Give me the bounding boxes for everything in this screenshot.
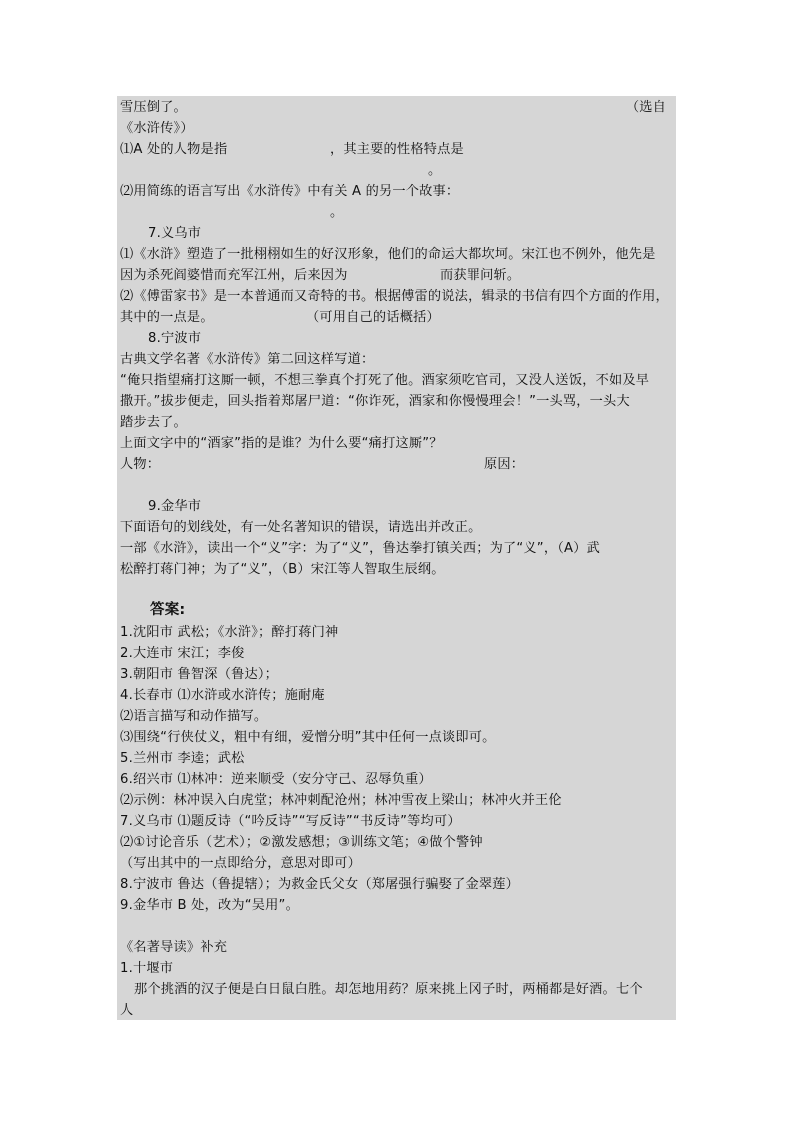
text-line: （可用自己的话概括）: [306, 310, 440, 325]
answer-line: ⑶围绕“行侠仗义，粗中有细，爱憎分明”其中任何一点谈即可。: [120, 730, 496, 745]
answers-heading: 答案:: [150, 602, 186, 618]
text-line: ⑴《水浒》塑造了一批栩栩如生的好汉形象，他们的命运大都坎坷。宋江也不例外，他先是: [120, 247, 656, 262]
answer-line: 8.宁波市 鲁达（鲁提辖）；为救金氏父女（郑屠强行骗娶了金翠莲）: [120, 877, 520, 892]
answer-line: 5.兰州市 李逵；武松: [120, 751, 245, 766]
answer-line: 7.义乌市 ⑴题反诗（“吟反诗”“写反诗”“书反诗”等均可）: [120, 814, 461, 829]
answer-line: ⑵语言描写和动作描写。: [120, 709, 268, 724]
text-line: 上面文字中的“酒家”指的是谁？为什么要“痛打这厮”？: [120, 436, 443, 451]
text-line: ⑵《傅雷家书》是一本普通而又奇特的书。根据傅雷的说法，辑录的书信有四个方面的作用，: [120, 289, 669, 304]
text-line: 。: [330, 205, 344, 220]
text-line: 下面语句的划线处，有一处名著知识的错误，请选出并改正。: [120, 520, 482, 535]
text-line: 雪压倒了。: [120, 100, 187, 115]
text-line: 人物：: [120, 457, 161, 472]
answer-line: 3.朝阳市 鲁智深（鲁达）；: [120, 667, 279, 682]
answer-line: 2.大连市 宋江；李俊: [120, 646, 245, 661]
text-line: ，其主要的性格特点是: [330, 142, 464, 157]
text-line: 而获罪问斩。: [440, 268, 521, 283]
text-line: ⑴A 处的人物是指: [120, 142, 228, 157]
section-title: 8.宁波市: [148, 331, 202, 346]
text-line: 踏步去了。: [120, 415, 187, 430]
answer-line: 1.沈阳市 武松；《水浒》；醉打蒋门神: [120, 625, 339, 640]
text-line: ⑵用简练的语言写出《水浒传》中有关 A 的另一个故事：: [120, 184, 460, 199]
text-line: 撒开。”拔步便走，回头指着郑屠尸道：“你诈死，酒家和你慢慢理会！”一头骂，一头大: [120, 394, 630, 409]
answer-line: 9.金华市 B 处，改为“吴用”。: [120, 898, 299, 913]
text-line: 那个挑酒的汉子便是白日鼠白胜。却怎地用药？原来挑上冈子时，两桶都是好酒。七个: [134, 982, 643, 997]
answer-line: （写出其中的一点即给分，意思对即可）: [120, 856, 361, 871]
text-line: 松醉打蒋门神；为了“义”，（B）宋江等人智取生辰纲。: [120, 562, 445, 577]
text-line: 原因：: [484, 457, 525, 472]
answer-line: 4.长春市 ⑴水浒或水浒传；施耐庵: [120, 688, 325, 703]
text-line: 人: [120, 1003, 134, 1018]
text-line: （选自: [625, 100, 666, 115]
text-line: “俺只指望痛打这厮一顿，不想三拳真个打死了他。酒家须吃官司，又没人送饭，不如及早: [120, 373, 650, 388]
text-line: 一部《水浒》，读出一个“义”字：为了“义”，鲁达拳打镇关西；为了“义”，（A）武: [120, 541, 600, 556]
text-line: 《水浒传》）: [120, 121, 194, 136]
section-title: 9.金华市: [148, 499, 202, 514]
supplement-title: 《名著导读》补充: [120, 940, 228, 955]
answer-line: ⑵①讨论音乐（艺术）；②激发感想；③训练文笔；④做个警钟: [120, 835, 483, 850]
answer-line: 6.绍兴市 ⑴林冲：逆来顺受（安分守己、忍辱负重）: [120, 772, 432, 787]
text-line: 其中的一点是。: [120, 310, 214, 325]
text-line: 古典文学名著《水浒传》第二回这样写道：: [120, 352, 375, 367]
text-line: 。: [428, 163, 442, 178]
section-title: 1.十堰市: [120, 961, 174, 976]
answer-line: ⑵示例：林冲误入白虎堂；林冲刺配沧州；林冲雪夜上梁山；林冲火并王伦: [120, 793, 562, 808]
text-line: 因为杀死阎婆惜而充军江州，后来因为: [120, 268, 348, 283]
section-title: 7.义乌市: [148, 226, 202, 241]
